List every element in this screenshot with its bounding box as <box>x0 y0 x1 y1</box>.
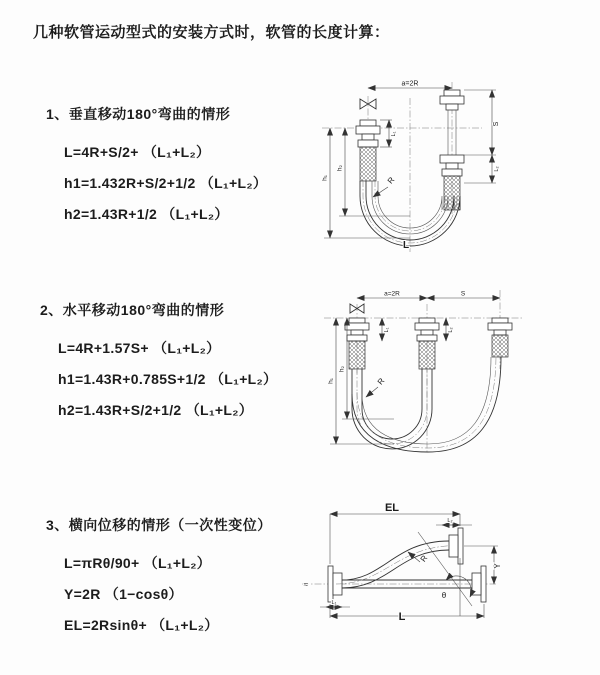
dimension-l1 <box>380 120 397 147</box>
section-1-formula-h2: h2=1.43R+1/2 （L₁+L₂） <box>64 206 229 222</box>
section-1-formula-h1: h1=1.432R+S/2+1/2 （L₁+L₂） <box>64 175 268 191</box>
section-3-text <box>46 515 272 641</box>
radius-label: R <box>385 175 397 186</box>
braid-section <box>349 341 365 369</box>
section-3-formula-L: L=πRθ/90+ （L₁+L₂） <box>64 555 212 571</box>
braid-section <box>444 176 460 210</box>
right-flange-displaced <box>449 528 463 564</box>
dimension-el-label: EL <box>384 502 400 514</box>
dimension-l2-label: L₂ <box>448 327 454 333</box>
centerline-break-mark: ≈ <box>303 580 309 589</box>
dimension-l2-label: L₂ <box>494 166 500 172</box>
dimension-s <box>464 90 500 155</box>
dimension-s-label: S <box>493 121 500 127</box>
radius-label: R <box>375 376 387 387</box>
dimension-h1-label: h₁ <box>327 378 335 384</box>
diagram-horizontal-u-bend <box>310 284 600 459</box>
right-flange-initial <box>472 566 486 602</box>
dimension-a2r <box>357 291 427 299</box>
dimension-l2 <box>446 318 454 341</box>
dimension-l2 <box>436 518 472 525</box>
dimension-el <box>330 502 460 564</box>
braid-section <box>360 147 376 181</box>
left-fitting <box>345 318 369 369</box>
dimension-h2-label: h₂ <box>336 164 344 172</box>
right-fitting-displaced <box>488 318 512 357</box>
dimension-l2-label: L₂ <box>447 518 453 524</box>
dimension-y-label: Y <box>493 563 502 569</box>
dimension-a2r-label: a=2R <box>401 80 419 88</box>
diagram-vertical-u-bend <box>306 76 562 256</box>
dimension-a2r-label: a=2R <box>384 290 400 298</box>
section-3-formula-Y: Y=2R （1−cosθ） <box>64 586 183 602</box>
dimension-a2r <box>368 81 452 89</box>
dimension-s-label: S <box>460 290 466 298</box>
braid-section <box>492 335 508 357</box>
dimension-l1 <box>320 600 350 607</box>
dimension-l1-label: L₁ <box>384 327 390 333</box>
radius-label: R <box>418 553 430 564</box>
section-1-formula-L: L=4R+S/2+ （L₁+L₂） <box>64 144 211 160</box>
left-fitting <box>356 120 380 181</box>
angle-theta-label: θ <box>441 591 447 600</box>
section-2-formula-h2: h2=1.43R+S/2+1/2 （L₁+L₂） <box>58 402 254 418</box>
dimension-l1-label: L₁ <box>331 600 337 606</box>
section-1-heading: 1、垂直移动180°弯曲的情形 <box>46 106 231 122</box>
section-3-formula-EL: EL=2Rsinθ+ （L₁+L₂） <box>64 617 219 633</box>
length-label: L <box>402 240 410 251</box>
section-2-text <box>40 300 277 426</box>
section-3-heading: 3、横向位移的情形（一次性变位） <box>46 517 272 533</box>
dimension-h2-label: h₂ <box>338 365 346 373</box>
diagram-lateral-displacement <box>296 500 600 648</box>
middle-fitting <box>415 318 439 369</box>
hose-u-displaced <box>352 355 501 452</box>
radius-callout <box>366 376 387 397</box>
centerlines <box>324 290 522 454</box>
radius-callout <box>408 552 429 564</box>
radius-construction <box>418 532 472 616</box>
dimension-s <box>427 291 500 299</box>
section-2-formula-h1: h1=1.43R+0.785S+1/2 （L₁+L₂） <box>58 371 278 387</box>
dimension-l1 <box>382 318 390 341</box>
radius-callout <box>373 175 397 197</box>
dimension-l <box>330 604 484 623</box>
dimension-l-label: L <box>398 611 406 623</box>
dimension-h1-label: h₁ <box>321 175 329 181</box>
braid-section <box>419 341 435 369</box>
section-1-text <box>46 104 267 230</box>
dimension-l2 <box>464 155 500 183</box>
page-title: 几种软管运动型式的安装方式时，软管的长度计算： <box>33 24 390 41</box>
section-2-heading: 2、水平移动180°弯曲的情形 <box>40 302 225 318</box>
dimension-l1-label: L₁ <box>391 131 397 137</box>
section-2-formula-L: L=4R+1.57S+ （L₁+L₂） <box>58 340 221 356</box>
displaced-hose <box>336 541 458 588</box>
